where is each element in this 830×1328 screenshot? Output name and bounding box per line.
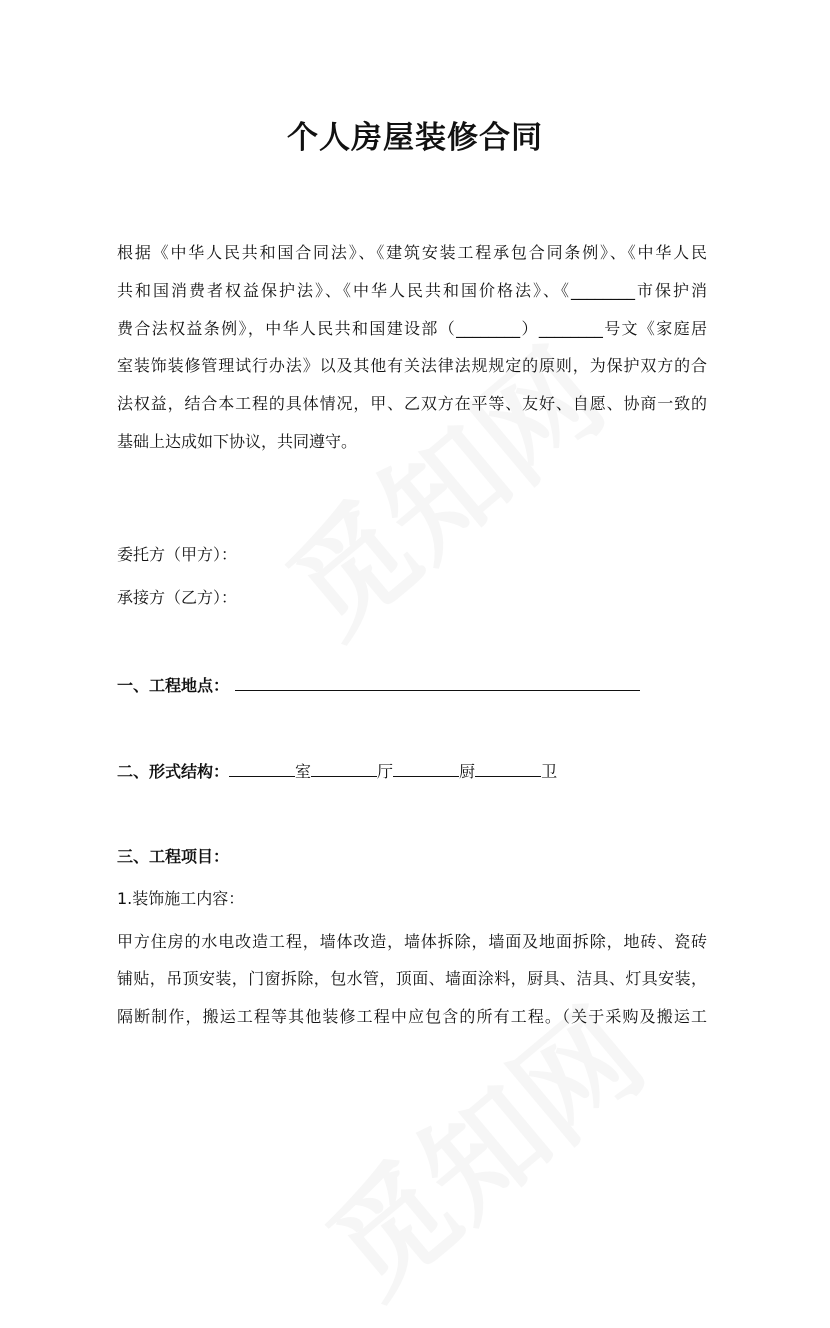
preamble-line: 基础上达成如下协议，共同遵守。 xyxy=(117,432,358,451)
party-a-label: 委托方（甲方）： xyxy=(117,545,238,564)
preamble-line: 室装饰装修管理试行办法》以及其他有关法律法规规定的原则，为保护双方的合 xyxy=(117,356,707,375)
section-location-label: 一、工程地点： xyxy=(117,676,230,695)
party-b-label: 承接方（乙方）： xyxy=(117,588,238,607)
kitchen-blank[interactable] xyxy=(393,762,459,777)
unit-bath: 卫 xyxy=(541,762,558,781)
hall-blank[interactable] xyxy=(311,762,377,777)
body-line: 隔断制作，搬运工程等其他装修工程中应包含的所有工程。（关于采购及搬运工 xyxy=(117,1007,707,1026)
unit-kitchen: 厨 xyxy=(459,762,476,781)
preamble-line: 法权益，结合本工程的具体情况，甲、乙双方在平等、友好、自愿、协商一致的 xyxy=(117,394,707,413)
bath-blank[interactable] xyxy=(475,762,541,777)
preamble-line: 费合法权益条例》，中华人民共和国建设部（________）________号文《家庭居 xyxy=(117,319,707,338)
body-line: 铺贴，吊顶安装，门窗拆除，包水管，顶面、墙面涂料，厨具、洁具、灯具安装， xyxy=(117,969,707,988)
section-items-label: 三、工程项目： xyxy=(117,847,230,866)
unit-room: 室 xyxy=(295,762,312,781)
preamble-line: 根据《中华人民共和国合同法》、《建筑安装工程承包合同条例》、《中华人民 xyxy=(117,243,707,262)
unit-hall: 厅 xyxy=(377,762,394,781)
section-structure xyxy=(117,761,707,783)
subsection-label: 1.装饰施工内容： xyxy=(117,889,245,908)
room-blank[interactable] xyxy=(229,762,295,777)
preamble-line: 共和国消费者权益保护法》、《中华人民共和国价格法》、《________市保护消 xyxy=(117,281,707,300)
location-blank[interactable] xyxy=(235,676,640,691)
section-structure-label: 二、形式结构： xyxy=(117,762,230,781)
page-title: 个人房屋装修合同 xyxy=(287,120,543,156)
body-line: 甲方住房的水电改造工程，墙体改造，墙体拆除，墙面及地面拆除，地砖、瓷砖 xyxy=(117,932,707,951)
section-location xyxy=(117,675,707,697)
